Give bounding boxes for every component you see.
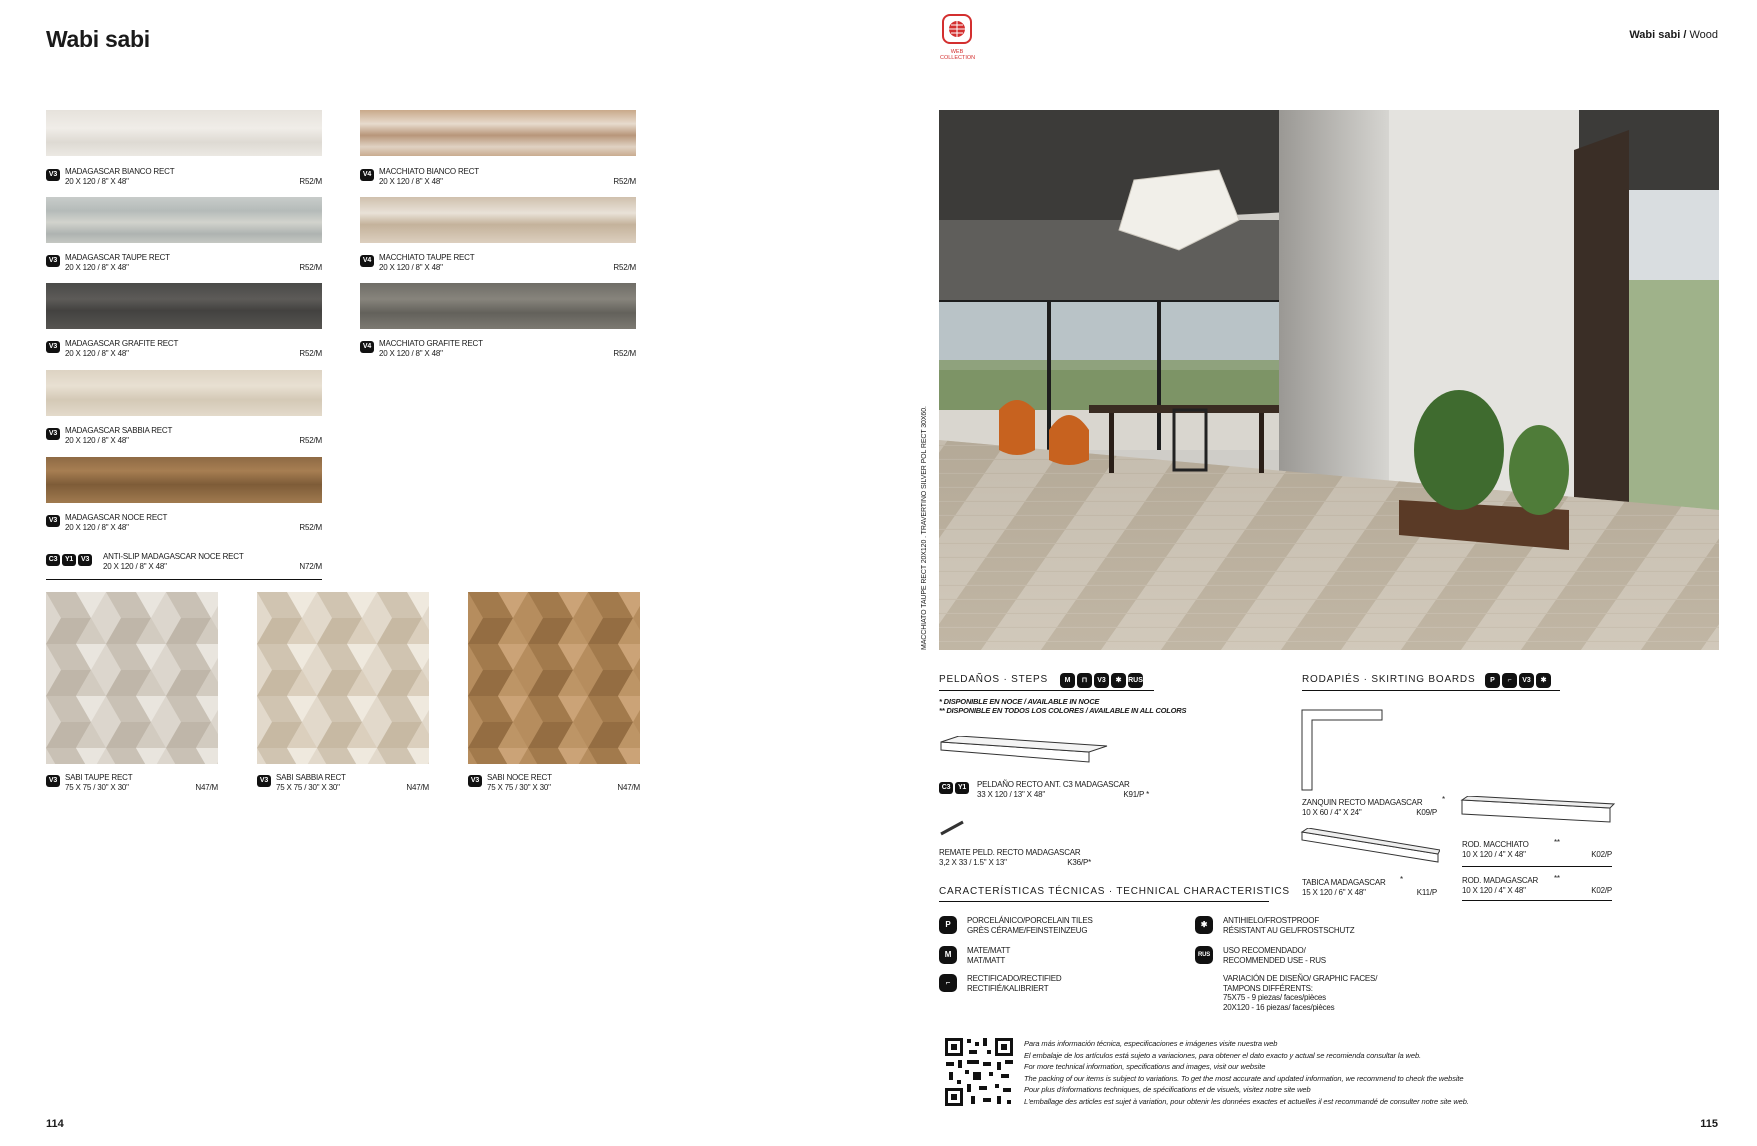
item-mark: * bbox=[1088, 858, 1091, 867]
tile-swatch-macchiato-bianco bbox=[360, 110, 636, 156]
divider bbox=[1462, 900, 1612, 901]
item-price: K09/P bbox=[1416, 808, 1437, 817]
tile-name: MACCHIATO GRAFITE RECT bbox=[379, 339, 483, 348]
rod-drawing bbox=[1460, 796, 1616, 826]
item-size: 33 X 120 / 13" X 48" bbox=[977, 790, 1045, 799]
tech-item bbox=[1195, 916, 1425, 936]
skirting-item bbox=[1302, 795, 1445, 818]
item-badge: Y1 bbox=[955, 782, 969, 794]
badge-icon: P bbox=[1485, 673, 1500, 688]
page-number-left: 114 bbox=[46, 1118, 64, 1130]
item-price: K02/P bbox=[1591, 850, 1612, 859]
divider bbox=[939, 690, 1154, 691]
item-mark: * bbox=[1400, 875, 1403, 884]
item-name: ROD. MACCHIATO bbox=[1462, 840, 1529, 849]
item-price: K02/P bbox=[1591, 886, 1612, 895]
divider bbox=[1302, 690, 1560, 691]
tile-name: MACCHIATO BIANCO RECT bbox=[379, 167, 479, 176]
tile-price: N72/M bbox=[299, 562, 322, 571]
tile-badge: V3 bbox=[46, 341, 60, 353]
step-item bbox=[939, 780, 1149, 799]
tile-name: MADAGASCAR GRAFITE RECT bbox=[65, 339, 179, 348]
step-trim-drawing bbox=[939, 818, 969, 838]
footer-disclaimer bbox=[1024, 1038, 1724, 1107]
tile-badge: V3 bbox=[46, 169, 60, 181]
item-size: 3,2 X 33 / 1.5" X 13" bbox=[939, 858, 1007, 867]
item-name: PELDAÑO RECTO ANT. C3 MADAGASCAR bbox=[977, 780, 1130, 789]
tile-label bbox=[46, 167, 322, 186]
tile-badge: V3 bbox=[46, 515, 60, 527]
tile-badge: V3 bbox=[46, 255, 60, 267]
tile-size: 20 X 120 / 8" X 48" bbox=[379, 263, 443, 272]
tech-heading: CARACTERÍSTICAS TÉCNICAS · TECHNICAL CHARACTERISTICS bbox=[939, 886, 1290, 897]
tech-item bbox=[939, 974, 1159, 994]
frostproof-icon: ✱ bbox=[1195, 916, 1213, 934]
badge-icon: ⌐ bbox=[1502, 673, 1517, 688]
badge-icon: ✱ bbox=[1536, 673, 1551, 688]
tile-size: 20 X 120 / 8" X 48" bbox=[65, 177, 129, 186]
tech-line: TAMPONS DIFFÉRENTS: bbox=[1223, 983, 1313, 993]
tile-size: 75 X 75 / 30" X 30" bbox=[276, 783, 340, 792]
tile-price: R52/M bbox=[299, 436, 322, 445]
tile-name: MACCHIATO TAUPE RECT bbox=[379, 253, 475, 262]
tile-size: 20 X 120 / 8" X 48" bbox=[65, 436, 129, 445]
tile-size: 75 X 75 / 30" X 30" bbox=[65, 783, 129, 792]
tile-price: N47/M bbox=[195, 783, 218, 792]
item-mark: * bbox=[1442, 795, 1445, 804]
divider bbox=[939, 901, 1269, 902]
tech-line: USO RECOMENDADO/ bbox=[1223, 946, 1306, 955]
porcelain-icon: P bbox=[939, 916, 957, 934]
skirting-item bbox=[1302, 875, 1437, 898]
steps-note-2: ** DISPONIBLE EN TODOS LOS COLORES / AVAILABLE IN ALL COLORS bbox=[939, 706, 1187, 715]
tile-price: R52/M bbox=[299, 177, 322, 186]
skirting-heading: RODAPIÉS · SKIRTING BOARDS bbox=[1302, 674, 1476, 685]
ambience-photo bbox=[939, 110, 1719, 650]
tile-label bbox=[360, 167, 636, 186]
badge-icon: V3 bbox=[1519, 673, 1534, 688]
tile-size: 20 X 120 / 8" X 48" bbox=[65, 523, 129, 532]
tile-label bbox=[46, 253, 322, 272]
tile-label bbox=[46, 339, 322, 358]
rectified-icon: ⌐ bbox=[939, 974, 957, 992]
tech-line: ANTIHIELO/FROSTPROOF bbox=[1223, 916, 1320, 925]
item-name: REMATE PELD. RECTO MADAGASCAR bbox=[939, 848, 1081, 857]
tile-swatch-madagascar-noce bbox=[46, 457, 322, 503]
item-name: TABICA MADAGASCAR bbox=[1302, 878, 1386, 887]
badge-icon: V3 bbox=[1094, 673, 1109, 688]
tile-badge: Y1 bbox=[62, 554, 76, 566]
badge-icon: RUS bbox=[1128, 673, 1143, 688]
tile-badge: V3 bbox=[257, 775, 271, 787]
tile-badge: V3 bbox=[46, 775, 60, 787]
tile-swatch-madagascar-sabbia bbox=[46, 370, 322, 416]
tile-name: MADAGASCAR SABBIA RECT bbox=[65, 426, 173, 435]
tech-line: RECTIFIÉ/KALIBRIERT bbox=[967, 983, 1049, 993]
tech-line: RECTIFICADO/RECTIFIED bbox=[967, 974, 1062, 983]
tile-badge: V4 bbox=[360, 169, 374, 181]
tile-name: SABI TAUPE RECT bbox=[65, 773, 133, 782]
recommended-use-icon: RUS bbox=[1195, 946, 1213, 964]
item-size: 10 X 120 / 4" X 48" bbox=[1462, 850, 1526, 859]
tile-size: 20 X 120 / 8" X 48" bbox=[65, 263, 129, 272]
tile-swatch-sabi-noce bbox=[468, 592, 640, 764]
breadcrumb-separator: / bbox=[1683, 29, 1687, 41]
footer-line: L'emballage des articles est sujet à variation, pour obtenir les données exactes et actuelles il est recommandé de consulter notre site web. bbox=[1024, 1096, 1469, 1106]
item-name: ROD. MADAGASCAR bbox=[1462, 876, 1539, 885]
tile-name: MADAGASCAR TAUPE RECT bbox=[65, 253, 170, 262]
matt-icon: M bbox=[939, 946, 957, 964]
page-number-right: 115 bbox=[1700, 1118, 1718, 1130]
item-price: K91/P bbox=[1123, 790, 1145, 799]
step-item bbox=[939, 848, 1091, 868]
tile-label bbox=[46, 773, 218, 792]
divider bbox=[1462, 866, 1612, 867]
tile-badge: V3 bbox=[46, 428, 60, 440]
item-size: 10 X 60 / 4" X 24" bbox=[1302, 808, 1362, 817]
tile-size: 20 X 120 / 8" X 48" bbox=[65, 349, 129, 358]
tile-label bbox=[360, 253, 636, 272]
tile-badge: C3 bbox=[46, 554, 60, 566]
tile-price: R52/M bbox=[613, 349, 636, 358]
footer-line: The packing of our items is subject to variations. To get the most accurate and updated information, we recommend to check the website bbox=[1024, 1073, 1464, 1083]
breadcrumb-section: Wabi sabi bbox=[1629, 29, 1681, 41]
tile-price: N47/M bbox=[406, 783, 429, 792]
tile-swatch-madagascar-grafite bbox=[46, 283, 322, 329]
tech-item bbox=[1195, 946, 1425, 966]
steps-note bbox=[939, 697, 1186, 715]
tech-line: PORCELÁNICO/PORCELAIN TILES bbox=[967, 916, 1093, 925]
tile-name: ANTI-SLIP MADAGASCAR NOCE RECT bbox=[103, 552, 244, 561]
tile-badge: V4 bbox=[360, 341, 374, 353]
item-size: 15 X 120 / 6" X 48" bbox=[1302, 888, 1366, 897]
web-collection-logo bbox=[940, 14, 974, 61]
item-mark: * bbox=[1146, 790, 1149, 799]
tile-swatch-sabi-sabbia bbox=[257, 592, 429, 764]
tile-price: R52/M bbox=[613, 177, 636, 186]
design-variation bbox=[1223, 974, 1443, 1012]
steps-note-1: * DISPONIBLE EN NOCE / AVAILABLE IN NOCE bbox=[939, 697, 1100, 706]
tile-badge: V3 bbox=[468, 775, 482, 787]
tile-label bbox=[46, 513, 322, 532]
tile-price: R52/M bbox=[613, 263, 636, 272]
tile-price: R52/M bbox=[299, 349, 322, 358]
tile-swatch-macchiato-taupe bbox=[360, 197, 636, 243]
tile-name: SABI SABBIA RECT bbox=[276, 773, 346, 782]
tech-item bbox=[939, 946, 1159, 966]
skirting-item bbox=[1462, 840, 1612, 860]
tile-label bbox=[360, 339, 636, 358]
tile-price: N47/M bbox=[617, 783, 640, 792]
tile-badge: V4 bbox=[360, 255, 374, 267]
item-mark: ** bbox=[1554, 838, 1560, 847]
tile-name: MADAGASCAR BIANCO RECT bbox=[65, 167, 175, 176]
tile-price: R52/M bbox=[299, 523, 322, 532]
tile-swatch-madagascar-taupe bbox=[46, 197, 322, 243]
page-title: Wabi sabi bbox=[46, 26, 150, 52]
tile-name: MADAGASCAR NOCE RECT bbox=[65, 513, 168, 522]
item-size: 10 X 120 / 4" X 48" bbox=[1462, 886, 1526, 895]
tile-label bbox=[257, 773, 429, 792]
tech-line: 20X120 - 16 piezas/ faces/pièces bbox=[1223, 1002, 1335, 1012]
tile-label bbox=[46, 426, 322, 445]
skirting-item bbox=[1462, 876, 1612, 896]
item-price: K11/P bbox=[1416, 888, 1437, 897]
item-price: K36/P bbox=[1067, 858, 1089, 867]
tile-swatch-sabi-taupe bbox=[46, 592, 218, 764]
tech-line: 75X75 - 9 piezas/ faces/pièces bbox=[1223, 993, 1326, 1002]
tile-size: 20 X 120 / 8" X 48" bbox=[379, 177, 443, 186]
tile-badge: V3 bbox=[78, 554, 92, 566]
tile-price: R52/M bbox=[299, 263, 322, 272]
photo-caption: MACCHIATO TAUPE RECT 20X120 . TRAVERTINO SILVER POL RECT 30X60. bbox=[921, 406, 928, 650]
globe-icon bbox=[942, 14, 972, 44]
tile-size: 20 X 120 / 8" X 48" bbox=[379, 349, 443, 358]
steps-badges bbox=[1060, 669, 1145, 688]
item-badge: C3 bbox=[939, 782, 953, 794]
tile-swatch-macchiato-grafite bbox=[360, 283, 636, 329]
breadcrumb bbox=[1629, 29, 1718, 41]
skirting-badges bbox=[1485, 669, 1553, 688]
footer-line: For more technical information, specifications and images, visit our website bbox=[1024, 1062, 1266, 1071]
footer-line: El embalaje de los artículos está sujeto a variaciones, para obtener el dato exacto y actual se recomienda consultar la web. bbox=[1024, 1050, 1421, 1060]
item-name: ZANQUIN RECTO MADAGASCAR bbox=[1302, 798, 1423, 807]
item-mark: ** bbox=[1554, 874, 1560, 883]
footer-line: Pour plus d'informations techniques, de spécifications et de visuels, visitez notre site web bbox=[1024, 1085, 1311, 1094]
tile-name: SABI NOCE RECT bbox=[487, 773, 552, 782]
steps-heading: PELDAÑOS · STEPS bbox=[939, 674, 1048, 685]
qr-code[interactable] bbox=[943, 1036, 1015, 1108]
tech-item bbox=[939, 916, 1159, 936]
tile-size: 20 X 120 / 8" X 48" bbox=[103, 562, 167, 571]
breadcrumb-category: Wood bbox=[1689, 29, 1718, 41]
tech-line: MAT/MATT bbox=[967, 955, 1006, 965]
badge-icon: ✱ bbox=[1111, 673, 1126, 688]
tech-line: GRÈS CÉRAME/FEINSTEINZEUG bbox=[967, 925, 1088, 935]
tile-label bbox=[468, 773, 640, 792]
tech-line: RECOMMENDED USE - RUS bbox=[1223, 955, 1326, 965]
tile-size: 75 X 75 / 30" X 30" bbox=[487, 783, 551, 792]
badge-icon: M bbox=[1060, 673, 1075, 688]
tech-line: VARIACIÓN DE DISEÑO/ GRAPHIC FACES/ bbox=[1223, 974, 1378, 983]
tech-line: MATE/MATT bbox=[967, 946, 1011, 955]
badge-icon: ⊓ bbox=[1077, 673, 1092, 688]
tile-swatch-madagascar-bianco bbox=[46, 110, 322, 156]
logo-text: WEB COLLECTION bbox=[940, 49, 976, 61]
tabica-drawing bbox=[1300, 828, 1440, 868]
zanquin-drawing bbox=[1300, 708, 1384, 792]
tech-line: RÉSISTANT AU GEL/FROSTSCHUTZ bbox=[1223, 925, 1355, 935]
footer-line: Para más información técnica, especificaciones e imágenes visite nuestra web bbox=[1024, 1039, 1278, 1048]
divider bbox=[46, 579, 322, 580]
step-drawing bbox=[939, 736, 1109, 770]
antislip-label bbox=[46, 552, 322, 571]
